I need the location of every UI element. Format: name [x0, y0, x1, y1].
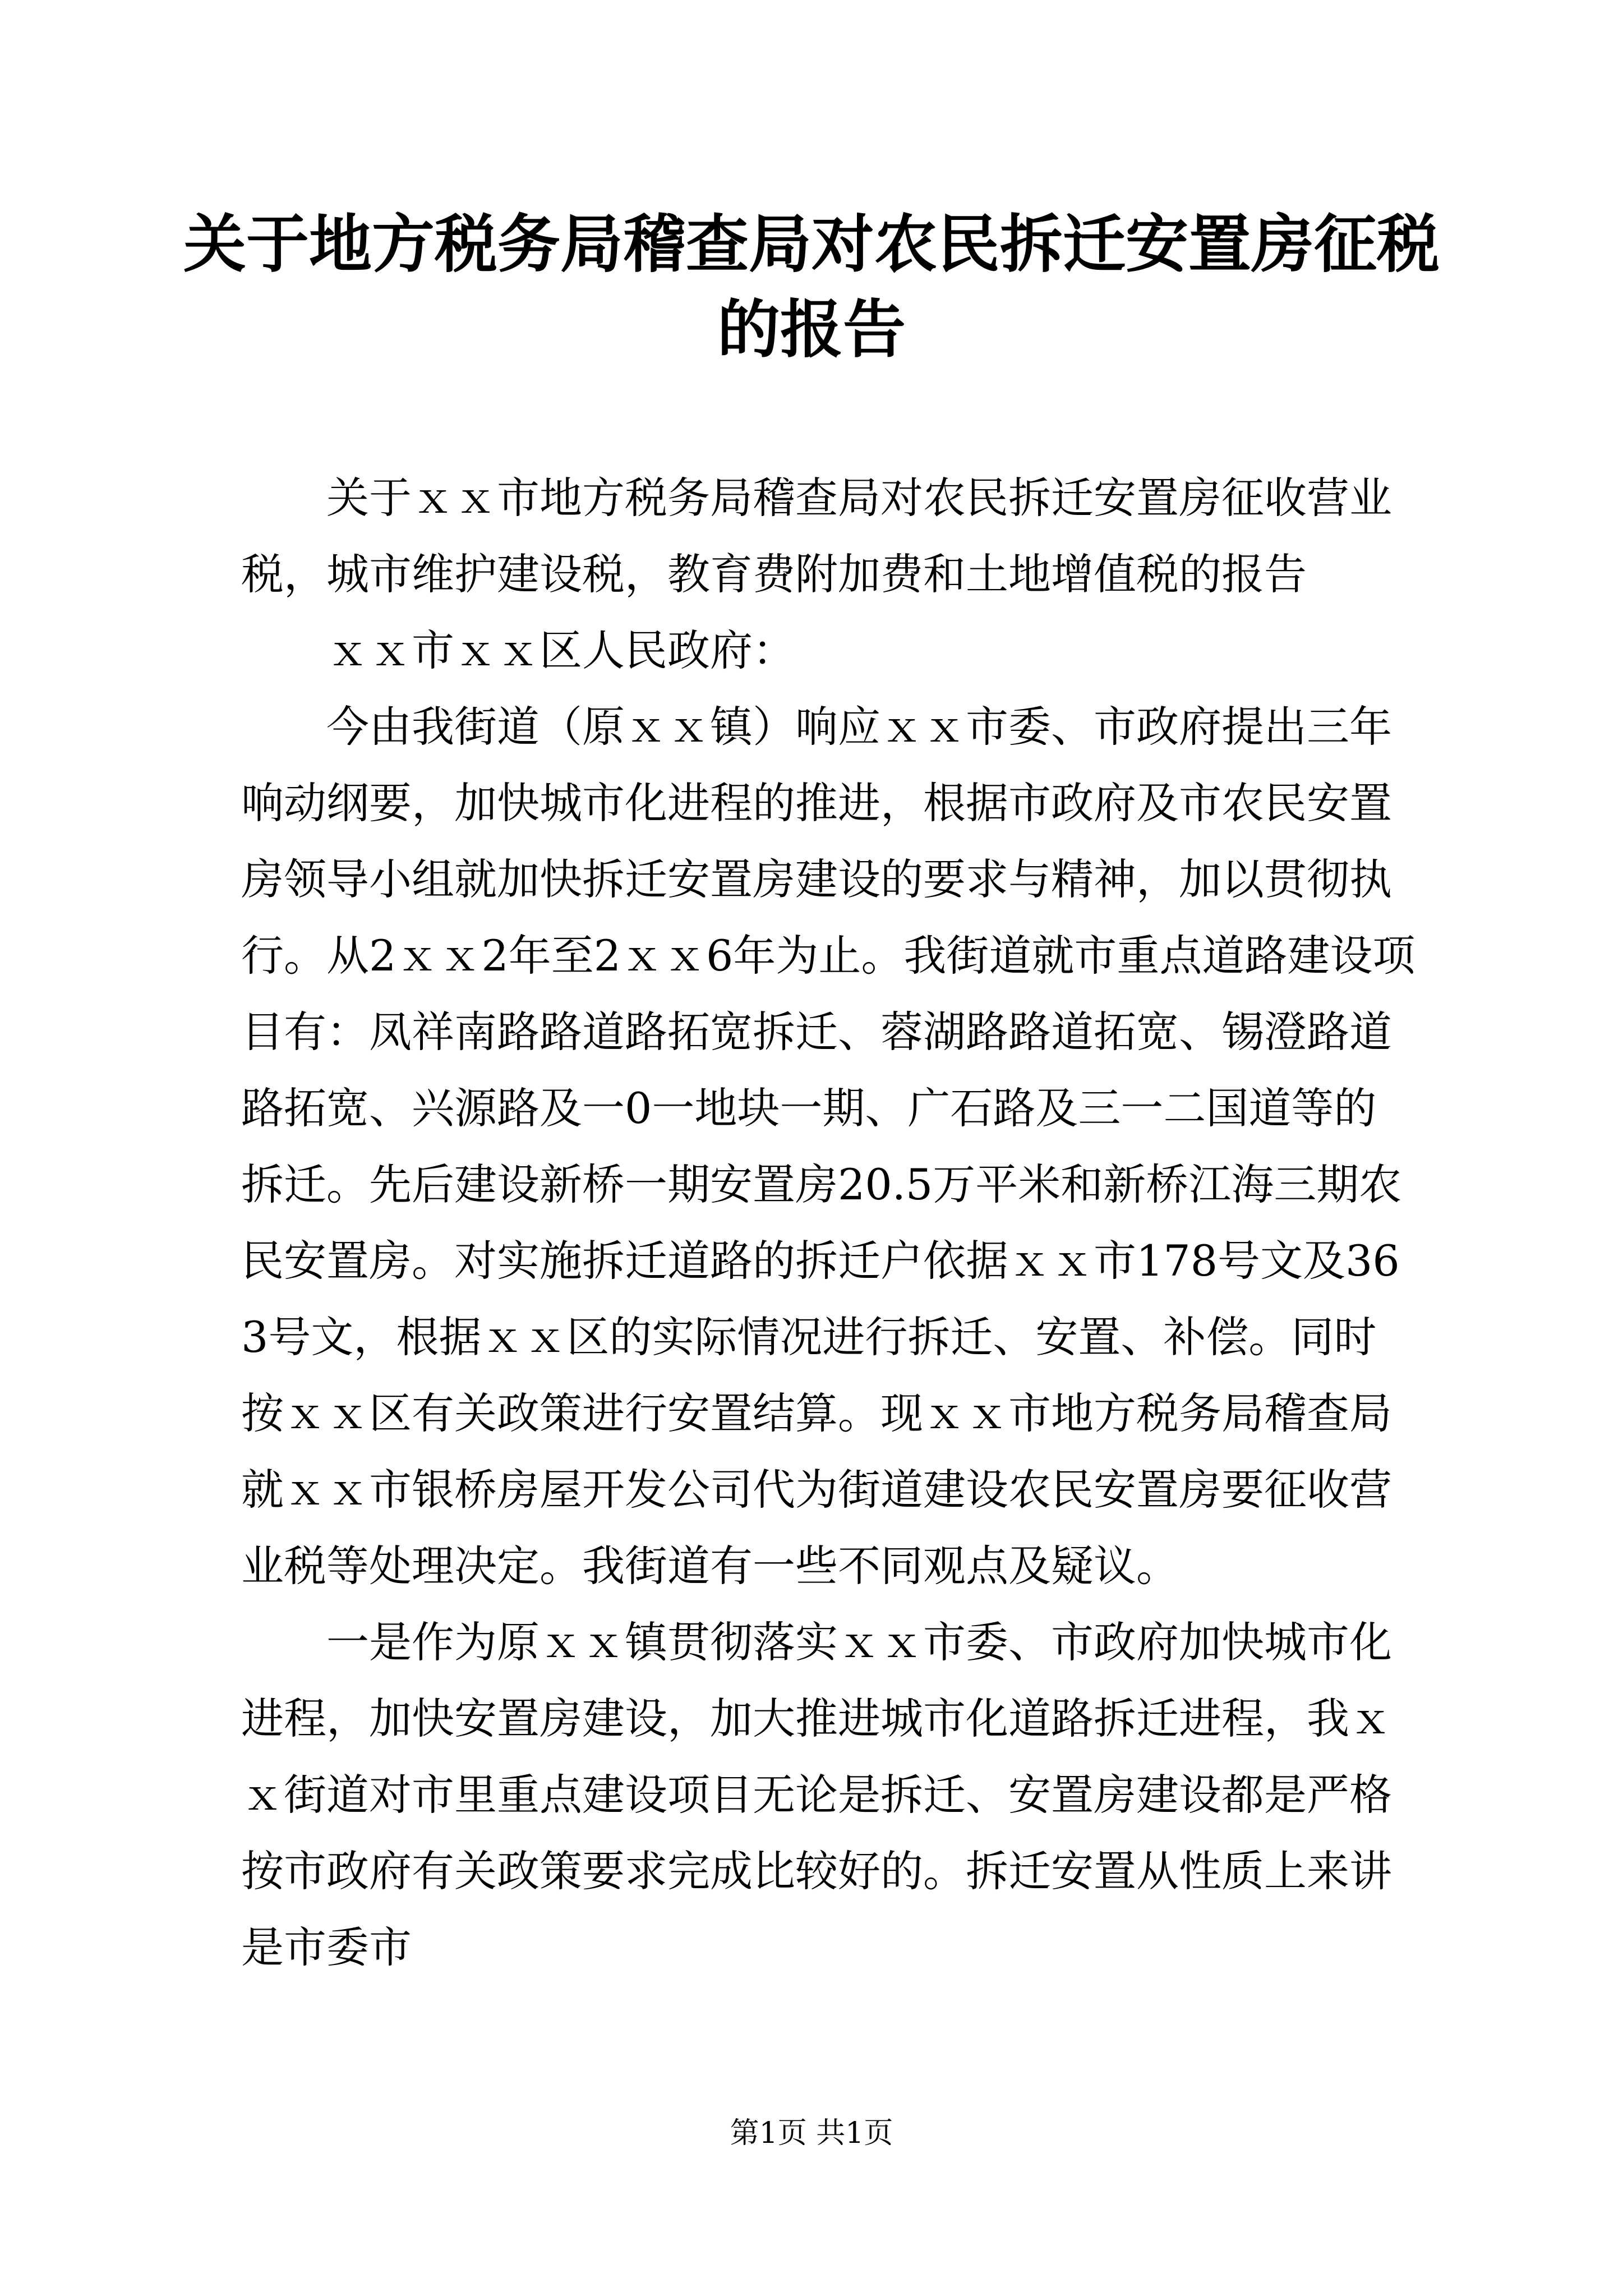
page-footer: 第1页 共1页: [730, 2116, 893, 2150]
paragraph-salutation: ｘｘ市ｘｘ区人民政府：: [326, 625, 795, 675]
title-line-1: 关于地方税务局稽查局对农民拆迁安置房征税: [183, 208, 1440, 281]
paragraph-subject: 关于ｘｘ市地方税务局稽查局对农民拆迁安置房征收营业税，城市维护建设税，教育费附加费和土地增值税的报告: [241, 473, 1392, 599]
title-line-2: 的报告: [717, 293, 906, 366]
document-body: [241, 460, 1419, 1986]
paragraph-background: 今由我街道（原ｘｘ镇）响应ｘｘ市委、市政府提出三年响动纲要，加快城市化进程的推进，根据市政府及市农民安置房领导小组就加快拆迁安置房建设的要求与精神，加以贯彻执行。从2ｘｘ2年至2ｘｘ6年为止。我街道就市重点道路建设项目有：凤祥南路路道路拓宽拆迁、蓉湖路路道拓宽、锡澄路道路拓宽、兴源路及一0一地块一期、广石路及三一二国道等的拆迁。先后建设新桥一期安置房20.5万平米和新桥江海三期农民安置房。对实施拆迁道路的拆迁户依据ｘｘ市178号文及363号文，根据ｘｘ区的实际情况进行拆迁、安置、补偿。同时按ｘｘ区有关政策进行安置结算。现ｘｘ市地方税务局稽查局就ｘｘ市银桥房屋开发公司代为街道建设农民安置房要征收营业税等处理决定。我街道有一些不同观点及疑议。: [241, 702, 1415, 1591]
document-title: [168, 202, 1455, 372]
paragraph-point-one: 一是作为原ｘｘ镇贯彻落实ｘｘ市委、市政府加快城市化进程，加快安置房建设，加大推进城市化道路拆迁进程，我ｘｘ街道对市里重点建设项目无论是拆迁、安置房建设都是严格按市政府有关政策要求完成比较好的。拆迁安置从性质上来讲是市委市: [241, 1617, 1392, 1972]
